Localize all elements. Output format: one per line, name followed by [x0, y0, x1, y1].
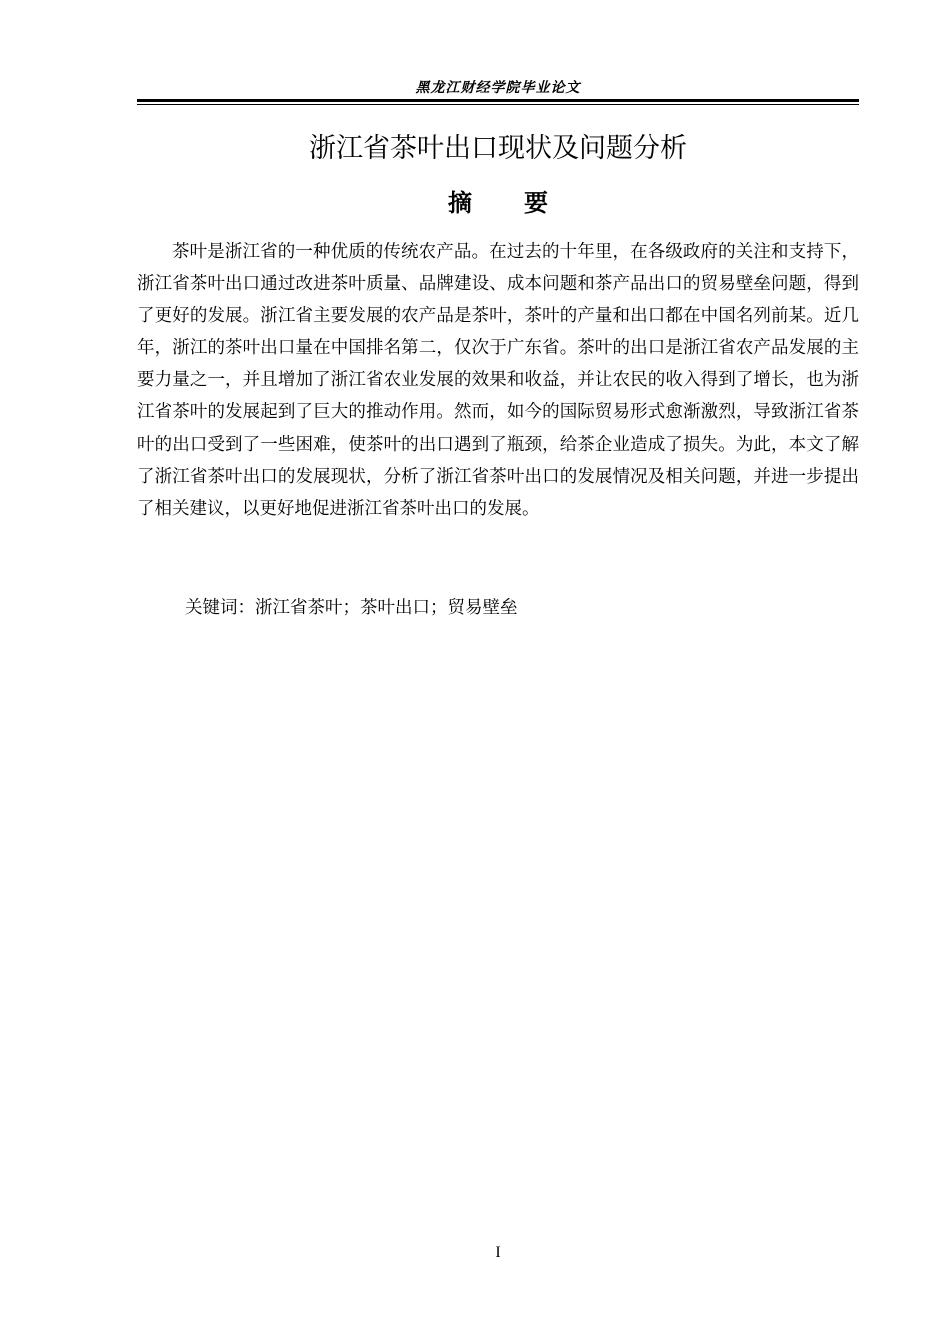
page-number: I: [495, 1244, 501, 1261]
abstract-body: 茶叶是浙江省的一种优质的传统农产品。在过去的十年里，在各级政府的关注和支持下，浙江省茶叶出口通过改进茶叶质量、品牌建设、成本问题和茶产品出口的贸易壁垒问题，得到了更好的发展。浙江省主要发展的农产品是茶叶，茶叶的产量和出口都在中国名列前某。近几年，浙江的茶叶出口量在中国排名第二，仅次于广东省。茶叶的出口是浙江省农产品发展的主要力量之一，并且增加了浙江省农业发展的效果和收益，并让农民的收入得到了增长，也为浙江省茶叶的发展起到了巨大的推动作用。然而，如今的国际贸易形式愈渐激烈，导致浙江省茶叶的出口受到了一些困难，使茶叶的出口遇到了瓶颈，给茶企业造成了损失。为此，本文了解了浙江省茶叶出口的发展现状，分析了浙江省茶叶出口的发展情况及相关问题，并进一步提出了相关建议，以更好地促进浙江省茶叶出口的发展。: [137, 242, 859, 519]
header-rule-thin: [137, 104, 859, 105]
keywords-values: 浙江省茶叶；茶叶出口；贸易壁垒: [255, 598, 518, 618]
keywords-label: 关键词：: [185, 598, 255, 618]
keywords-line: [185, 594, 518, 622]
abstract-heading: [137, 186, 859, 220]
running-header: 黑龙江财经学院毕业论文: [415, 80, 581, 96]
paper-title: 浙江省茶叶出口现状及问题分析: [309, 133, 687, 164]
header-rule-thick: [137, 99, 859, 102]
abstract-heading-left: 摘: [448, 189, 472, 217]
abstract-heading-right: 要: [524, 189, 548, 217]
